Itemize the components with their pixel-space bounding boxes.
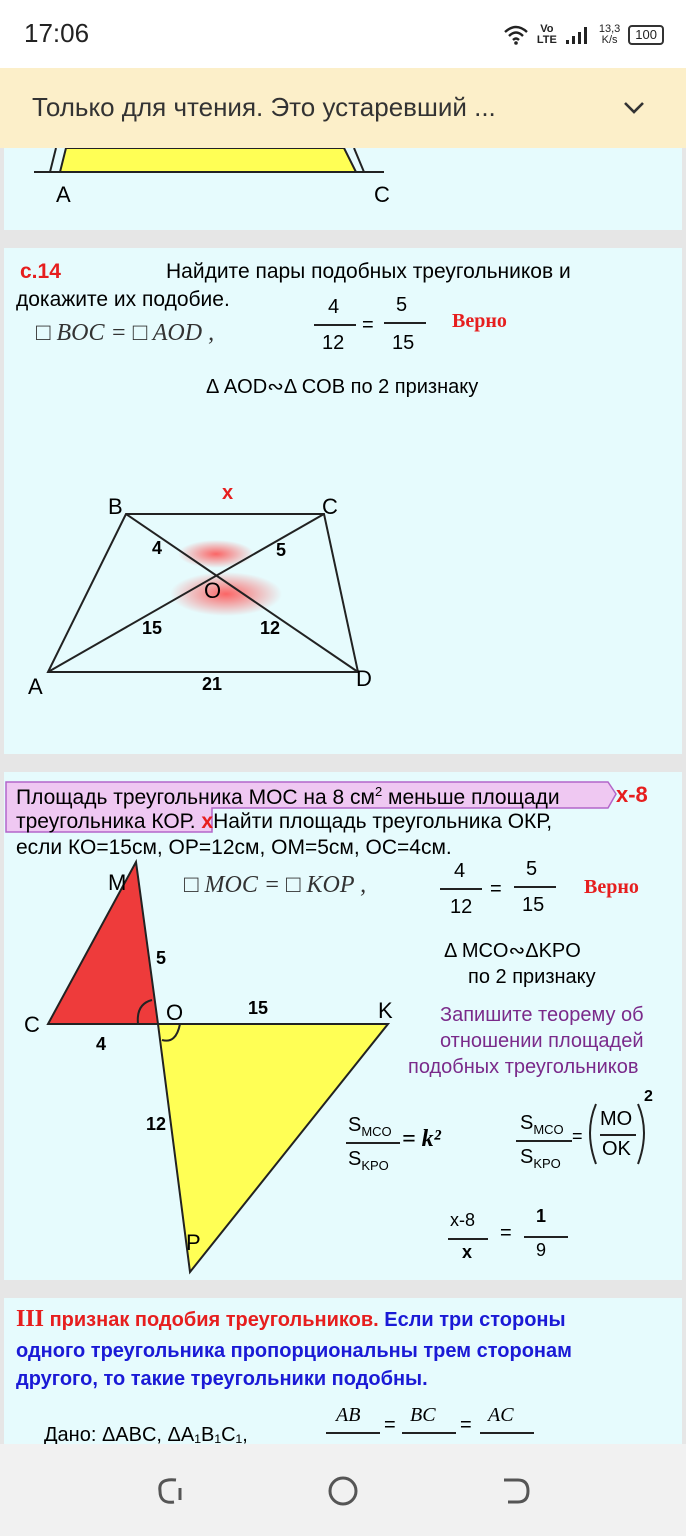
label-ad: 21 [202,674,223,694]
label-p: P [186,1230,201,1255]
chevron-down-icon[interactable] [622,96,646,120]
x-minus-8: x-8 [616,782,648,807]
task-title-line2: докажите их подобие. [16,288,230,311]
label-o: O [204,578,222,603]
label-mo: 5 [156,948,167,968]
label-o3: O [166,1000,184,1025]
ratio-den: 9 [536,1240,547,1260]
equals-sign-3: = [500,1222,512,1244]
equals-sign-2: = [572,1126,583,1146]
frac2-num: 5 [526,858,538,880]
label-oc: 5 [276,540,287,560]
battery-icon: 100 [628,25,664,45]
label-od: 12 [260,618,281,638]
label-op: 12 [146,1114,167,1134]
label-b: B [108,494,123,519]
frac2-den: 15 [522,894,545,916]
equals-sign: = [362,314,374,336]
trapezoid-figure [4,148,682,230]
similarity-statement: Δ AOD∾Δ COB по 2 признаку [206,376,479,398]
frac1-num: 4 [454,860,466,882]
area-kpo: $S_{KPO}$ [348,1148,389,1173]
label-c3: C [24,1012,40,1037]
wifi-icon [503,24,529,46]
status-time: 17:06 [24,18,90,48]
angle-equality: □ MOC = □ KOP , [184,872,367,898]
similarity-statement: Δ MCO∾ΔKPO [444,940,581,962]
xfrac-den: x [462,1242,473,1262]
label-a: A [56,182,71,207]
network-type: Vo LTE [536,23,557,46]
label-ao: 15 [142,618,163,638]
label-m: M [108,870,127,895]
xfrac-line [448,1238,488,1240]
criterion-line3: другого, то такие треугольники подобны. [16,1368,428,1390]
theorem-prompt-line1: Запишите теорему об [440,1004,644,1026]
ratio-mo: MO [600,1108,633,1130]
label-a2: A [28,674,43,699]
ab-ratio: AB [336,1404,361,1426]
equals-sign: = [490,878,502,900]
bc-ratio: BC [410,1404,436,1426]
area-mco: $S_{MCO}$ [348,1114,392,1139]
angle-equality: □ BOC = □ AOD , [36,320,215,346]
problem-line2: треугольника КОР. xНайти площадь треугольника ОКР, [16,810,553,833]
frac1-den: 12 [450,896,473,918]
network-speed: 13,3 K/s [598,23,621,46]
power-2: 2 [644,1088,653,1105]
problem-line1: Площадь треугольника МОС на 8 $см^2$ меньше площади [16,784,560,809]
area-kpo-2: $S_{KPO}$ [520,1146,561,1171]
label-c2: C [322,494,338,519]
frac1-den: 12 [322,332,345,354]
frac2-den: 15 [392,332,415,354]
status-icons [503,20,664,50]
ratio-frac-line [524,1236,568,1238]
recent-apps-icon[interactable] [154,1474,188,1508]
bc-line [402,1432,456,1434]
document-viewer[interactable] [0,148,686,1444]
criterion-heading: III признак подобия треугольников. Если три стороны [16,1306,566,1332]
ratio-ok: OK [602,1138,631,1160]
equals-a: = [384,1414,396,1436]
label-k: K [378,998,393,1023]
label-ok: 15 [248,998,269,1018]
task-title-line1: Найдите пары подобных треугольников и [166,260,571,283]
equals-b: = [460,1414,472,1436]
ac-line [480,1432,534,1434]
label-co: 4 [96,1034,107,1054]
problem-line3: если КО=15см, ОР=12см, ОМ=5см, ОС=4см. [16,836,452,859]
area-mco-2: $S_{MCO}$ [520,1112,564,1137]
frac2-num: 5 [396,294,408,316]
parentheses [4,772,682,1280]
k-squared: = k² [402,1126,441,1152]
back-icon[interactable] [498,1474,532,1508]
trapezoid-diagram [4,248,682,754]
label-d: D [356,666,372,691]
label-x: x [222,482,234,504]
ratio-line [600,1134,636,1136]
label-bo: 4 [152,538,163,558]
xfrac-num: x-8 [450,1210,476,1230]
slide-4 [4,1298,682,1444]
theorem-prompt-line3: подобных треугольников [408,1056,639,1078]
label-c: C [374,182,390,207]
readonly-banner-text: Только для чтения. Это устаревший ... [32,92,496,122]
slide-3 [4,772,682,1280]
theorem-prompt-line2: отношении площадей [440,1030,644,1052]
frac1-num: 4 [328,296,340,318]
criterion-line2: одного треугольника пропорциональны трем сторонам [16,1340,572,1362]
task-number: с.14 [20,260,61,283]
signal-icon [565,24,591,46]
verdict: Верно [584,876,639,898]
verdict: Верно [452,310,507,332]
ab-line [326,1432,380,1434]
slide-1 [4,148,682,230]
home-icon[interactable] [326,1474,360,1508]
ratio-num: 1 [536,1206,547,1226]
ac-ratio: AC [488,1404,514,1426]
similarity-criterion: по 2 признаку [468,966,596,988]
given-statement: Дано: ΔABC, ΔA₁B₁C₁, [44,1424,248,1444]
slide-2 [4,248,682,754]
